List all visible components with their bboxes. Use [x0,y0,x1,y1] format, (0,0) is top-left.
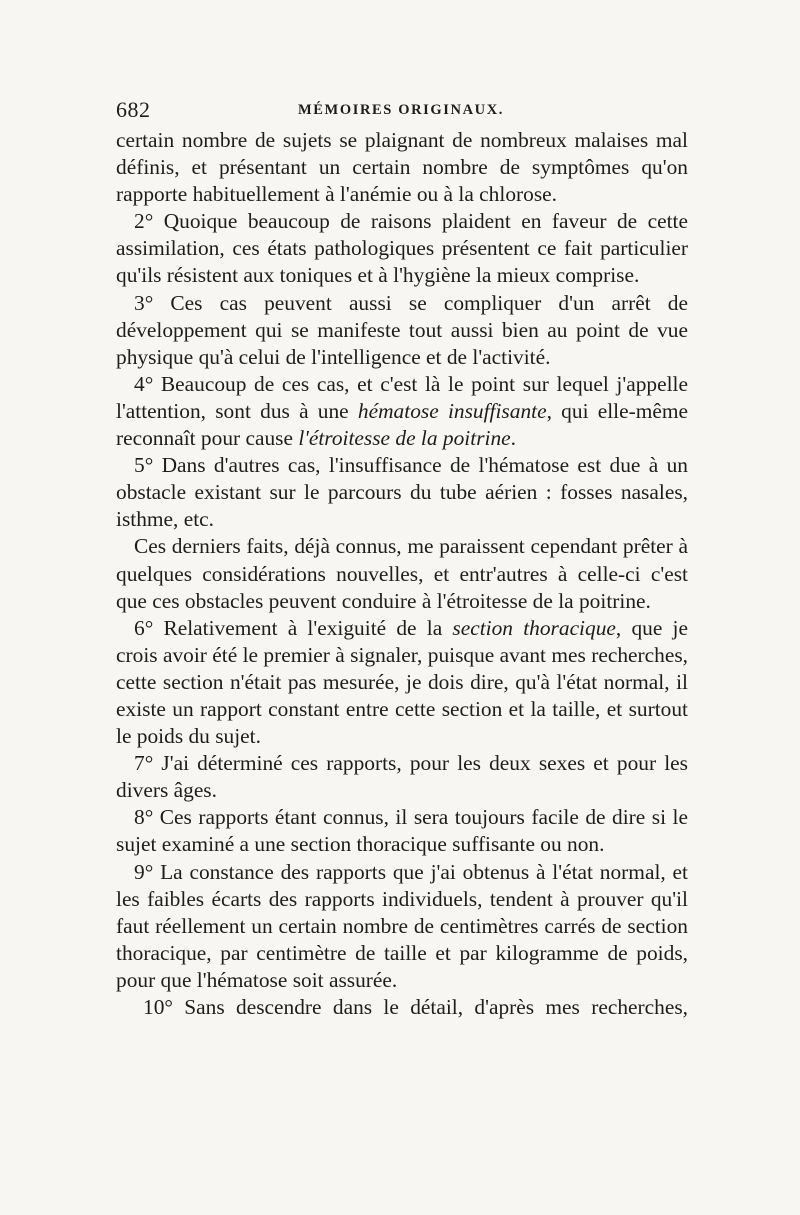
paragraph-item-10 [116,994,688,1021]
paragraph-text: Ces derniers faits, déjà connus, me paraissent cependant prêter à quelques considérations nouvelles, et entr'autres à celle-ci c'est que ces obstacles peuvent conduire à l'étroitesse de la poitrine. [116,534,688,613]
paragraph-text: 4° Beaucoup de ces cas, et c'est là le point sur lequel j'appelle l'attention, sont dus à une [116,371,688,423]
paragraph-item-9 [116,859,688,994]
emphasis-hematose: hématose insuffisante [357,398,547,423]
paragraph-text: 9° La constance des rapports que j'ai obtenus à l'état normal, et les faibles écarts des rapports individuels, tendent à prouver qu'il faut réellement un certain nombre de centimètres carrés de section thoracique, par centimètre de taille et par kilogramme de poids, pour que l'hématose soit assurée. [116,859,688,992]
paragraph-item-5 [116,452,688,533]
paragraph-continuation [116,127,688,208]
paragraph-text: , qui elle-même reconnaît pour cause [116,398,689,451]
running-head: MÉMOIRES ORIGINAUX. [298,102,505,118]
paragraph-text: 8° Ces rapports étant connus, il sera toujours facile de dire si le sujet examiné a une section thoracique suffisante ou non. [116,805,688,857]
body-text [116,127,688,1021]
paragraph-text: , que je crois avoir été le premier à signaler, puisque avant mes recherches, cette section n'était pas mesurée, je dois dire, qu'à l'état normal, il existe un rapport constant entre cette section et la taille, et surtout le poids du sujet. [116,615,688,749]
paragraph-item-8 [116,804,688,858]
paragraph-observations [116,533,688,614]
paragraph-item-7 [116,750,688,804]
paragraph-text: 10° Sans descendre dans le détail, d'après mes recherches, [143,995,688,1019]
paragraph-item-2 [116,208,688,289]
emphasis-etroitesse: l'étroitesse de la poitrine [298,426,511,451]
paragraph-text: 5° Dans d'autres cas, l'insuffisance de l'hématose est due à un obstacle existant sur le parcours du tube aérien : fosses nasales, isthme, etc. [116,453,688,532]
paragraph-text: 2° Quoique beaucoup de raisons plaident en faveur de cette assimilation, ces états pathologiques présentent ce fait particulier qu'ils résistent aux toniques et à l'hygiène la mieux comprise. [116,209,688,288]
paragraph-text: 3° Ces cas peuvent aussi se compliquer d'un arrêt de développement qui se manifeste tout aussi bien au point de vue physique qu'à celui de l'intelligence et de l'activité. [116,290,688,369]
paragraph-text: 6° Relativement à l'exiguité de la [134,615,453,640]
paragraph-text: certain nombre de sujets se plaignant de nombreux malaises mal définis, et présentant un certain nombre de symptômes qu'on rapporte habituellement à l'anémie ou à la chlorose. [116,128,688,207]
paragraph-item-6 [116,615,688,750]
paragraph-item-4 [116,371,688,452]
paragraph-text: 7° J'ai déterminé ces rapports, pour les deux sexes et pour les divers âges. [116,751,688,803]
paragraph-text: . [510,426,517,451]
emphasis-section-thoracique: section thoracique [452,615,616,640]
paragraph-item-3 [116,290,688,371]
page-header [116,97,692,123]
page-number: 682 [116,97,151,122]
